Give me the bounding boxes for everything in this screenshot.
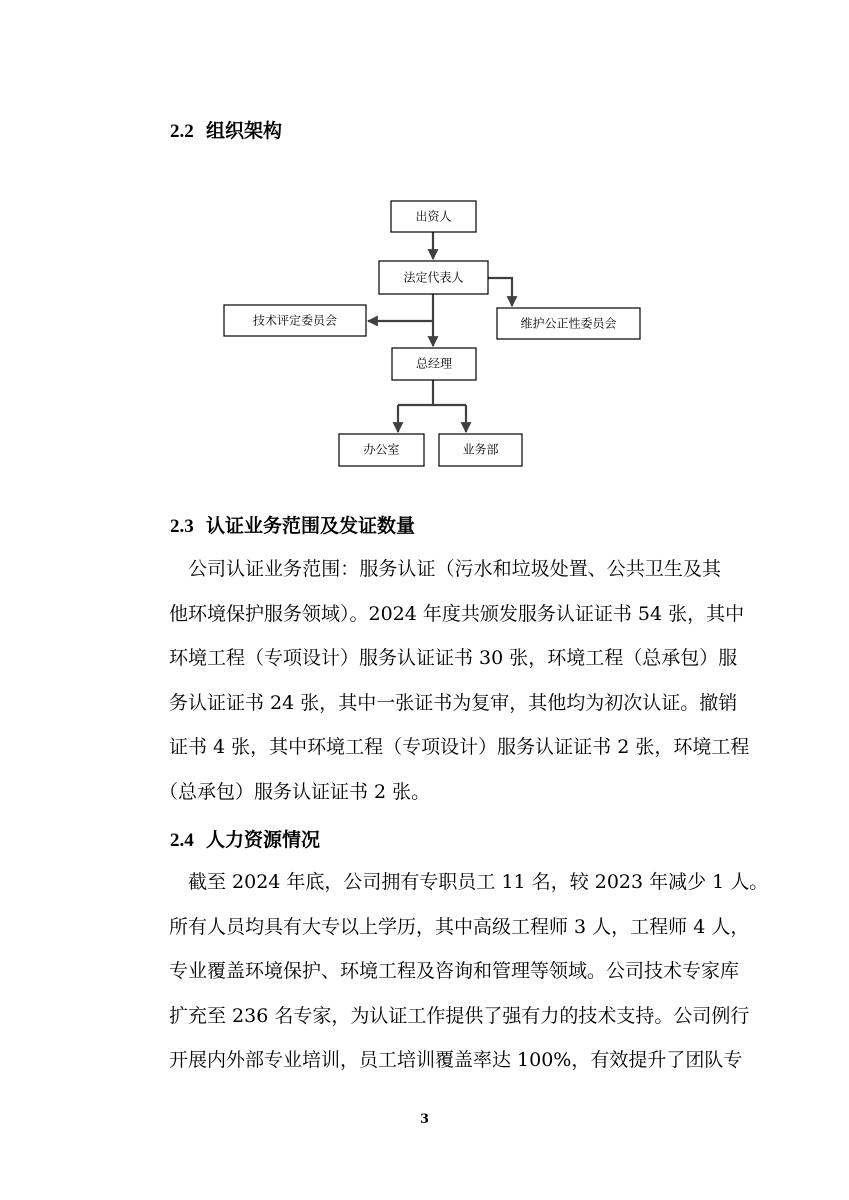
paragraph-line: 扩充至 236 名专家，为认证工作提供了强有力的技术支持。公司例行 (169, 1004, 750, 1027)
paragraph-line: 所有人员均具有大专以上学历，其中高级工程师 3 人，工程师 4 人， (169, 915, 750, 938)
paragraph-line: 务认证证书 24 张，其中一张证书为复审，其他均为初次认证。撤销 (169, 691, 738, 714)
org-label-fairness-committee: 维护公正性委员会 (520, 316, 617, 331)
org-label-tech-committee: 技术评定委员会 (252, 313, 338, 328)
paragraph-line: 专业覆盖环境保护、环境工程及咨询和管理等领域。公司技术专家库 (169, 960, 740, 983)
org-label-office: 办公室 (363, 442, 400, 457)
section-heading-2-3 (170, 511, 415, 538)
section-title: 人力资源情况 (206, 829, 321, 851)
paragraph-2-4 (169, 860, 769, 1083)
paragraph-2-3 (159, 547, 750, 815)
paragraph-line: 公司认证业务范围：服务认证（污水和垃圾处置、公共卫生及其 (188, 558, 721, 580)
org-box-legal-rep (379, 261, 488, 294)
section-number: 2.3 (170, 516, 194, 537)
org-label-general-manager: 总经理 (415, 356, 453, 371)
org-box-business-dept (439, 434, 522, 466)
section-title: 组织架构 (206, 120, 283, 142)
org-box-office (339, 434, 424, 466)
section-number: 2.4 (170, 830, 194, 851)
org-box-investor (391, 201, 476, 232)
org-box-general-manager (392, 348, 476, 380)
org-box-tech-committee (224, 305, 366, 336)
section-title: 认证业务范围及发证数量 (206, 515, 416, 537)
page-number: 3 (419, 1112, 430, 1127)
org-chart (0, 0, 849, 480)
org-label-business-dept: 业务部 (462, 442, 499, 457)
org-box-fairness-committee (497, 308, 640, 339)
paragraph-line: 开展内外部专业培训，员工培训覆盖率达 100%，有效提升了团队专 (169, 1049, 743, 1072)
paragraph-line: （总承包）服务认证证书 2 张。 (159, 780, 431, 803)
paragraph-line: 证书 4 张，其中环境工程（专项设计）服务认证证书 2 张，环境工程 (169, 736, 750, 759)
section-number: 2.2 (170, 121, 194, 142)
org-label-legal-rep: 法定代表人 (403, 270, 464, 285)
connector-legalrep-fairness (488, 278, 512, 306)
section-heading-2-4 (170, 825, 320, 852)
paragraph-line: 环境工程（专项设计）服务认证证书 30 张，环境工程（总承包）服 (169, 647, 738, 670)
paragraph-line: 截至 2024 年底，公司拥有专职员工 11 名，较 2023 年减少 1 人。 (188, 871, 769, 893)
paragraph-line: 他环境保护服务领域）。2024 年度共颁发服务认证证书 54 张，其中 (169, 602, 745, 625)
org-label-investor: 出资人 (415, 209, 452, 224)
